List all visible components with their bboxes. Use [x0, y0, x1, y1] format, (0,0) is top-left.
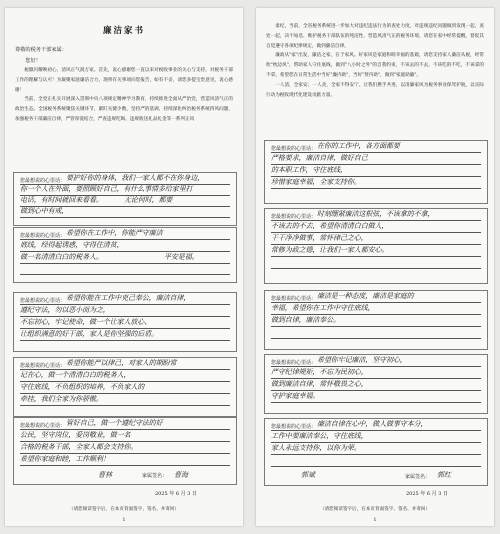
box-label: 您最想说的心里话：: [271, 296, 317, 302]
family-member-signature: 曹林: [98, 471, 112, 479]
handwritten-line: 的本职工作，守住底线，: [271, 166, 347, 174]
box-label: 您最想说的心里话：: [20, 178, 66, 184]
message-box: [264, 140, 488, 204]
handwritten-line: 做到心中有戒，: [20, 207, 69, 215]
signature-label: 家属签名：: [142, 473, 168, 479]
handwritten-line: 廉洁是一种态度，廉洁是家庭的: [317, 292, 414, 300]
message-box: [264, 418, 488, 486]
signature-label: 家属签名：: [405, 474, 431, 480]
body-paragraph: 廉政从"家"出发，廉洁之家，在于家风。好家风是家庭和睦幸福的基础，请您支持家人廉洁从税，经常吹"枕边风"，帮助家人守住底线，做到"八小时之外"的自我约束，不该去的不去，不该吃的不吃，不该拿的不拿。希望您在日常生活中当好"廉内助"，当好"贤内助"，做到"家庭助廉"。: [266, 53, 484, 78]
message-box: [264, 208, 488, 284]
signature: 郭红: [437, 471, 451, 479]
message-box: [264, 290, 488, 350]
handwritten-line: 常修为政之德，让我们一家人都安心。: [271, 246, 389, 254]
handwritten-line: 管好自己，做一个遵纪守法的好: [66, 419, 163, 427]
handwritten-line: 要护好你的身体，我们一家人都不在你身边，: [66, 174, 204, 182]
handwritten-line: 工作中要廉洁奉公，守住底线，: [271, 432, 368, 440]
message-box: [264, 354, 488, 414]
message-box: [13, 357, 237, 417]
handwritten-line: 做一名清清白白的税务人。: [20, 253, 103, 261]
handwritten-line: 做到廉洁自律，常怀敬畏之心，: [271, 380, 368, 388]
handwritten-line: 做到自律，廉洁奉公。: [271, 316, 340, 324]
handwritten-line: 电话，有时间就回来看看。: [20, 196, 103, 204]
body-paragraph: 肃纪，当前，全省税务系统进一步加大对违纪违法行为的查处力度，对违规违纪问题做到发现一起、查处一起，决不姑息，维护税务干部队伍的纯洁性，营造风清气正的税务环境，请您在家中经常提醒，督促其自觉遵守各项纪律规定，做到廉洁自律。: [266, 24, 484, 49]
handwritten-line: 遵纪守法，勿以恶小而为之，: [20, 306, 110, 314]
date: 2025 年 6 月 3 日: [155, 491, 198, 497]
handwritten-line: 让组织满意的好干部，家人是你坚强的后盾。: [20, 330, 158, 338]
body-paragraph: 税徽闪耀映初心，清风正气润万家。首先，衷心感谢您一直以来对税收事业的关心与支持，对税务干部工作的理解与认可！为凝聚家庭廉洁合力，现将有关事项向您报告，如有不妥，请您多提宝贵意见，衷心感谢！: [15, 68, 233, 93]
box-label: 您最想说的心里话：: [271, 146, 317, 152]
handwritten-line: 不忘初心，牢记使命，做一个让家人放心、: [20, 318, 152, 326]
page-number: 1: [373, 518, 377, 523]
box-label: 您最想说的心里话：: [271, 424, 317, 430]
handwritten-line: 在你的工作中，各方面都要: [317, 142, 400, 150]
greeting: 您好！: [25, 58, 41, 64]
handwritten-line: 珍惜家庭幸福，全家支持你。: [271, 178, 361, 186]
handwritten-line: 干干净净做事，常怀律己之心，: [271, 234, 368, 242]
body-paragraph: 当前，全党正扎实开展深入贯彻中央八项规定精神学习教育，持续推进全面从严治党，营造风清气正的政治生态。全国税务系统聚焦关键环节，紧盯关键少数，坚持严的基调，持续深化纠治税务系统四风问题，加强税务干部廉洁自律，严管厚爱结合，严查违规吃喝、违规收送礼品礼金等一系列正风: [15, 97, 233, 122]
handwritten-line: 时刻绷紧廉洁这根弦，不该拿的不拿，: [317, 210, 435, 218]
handwritten-line: 不该去的不去，希望你清清白白做人，: [271, 222, 389, 230]
box-label: 您最想说的心里话：: [271, 360, 317, 366]
footer-note: （请您阅读签字后，在本页背面签字、签名、并寄回）: [68, 507, 180, 512]
handwritten-line: 无论何时，都要: [124, 196, 173, 204]
message-box: [13, 292, 237, 352]
salutation: 尊敬的税务干部家属：: [15, 47, 67, 53]
handwritten-line: 你一个人在外面，要照顾好自己，有什么事情多给家里打: [20, 185, 193, 193]
box-label: 您最想说的心里话：: [20, 233, 66, 239]
handwritten-line: 记在心，做一个清清白白的税务人，: [20, 371, 131, 379]
footer-note: （请您阅读签字后，在本页背面签字、签名、并寄回）: [319, 507, 431, 512]
handwritten-line: 底线，经得起诱惑，守得住清贫，: [20, 241, 124, 249]
handwritten-line: 希望你能在工作中克己奉公，廉洁自律，: [66, 294, 191, 302]
message-box: [13, 172, 237, 226]
handwritten-line: 严守纪律规矩，不忘为民初心，: [271, 368, 368, 376]
box-label: 您最想说的心里话：: [20, 423, 66, 429]
body-paragraph: 一人清，全家安；一人贪，全家不得安宁。让我们携手共进，以清廉家风为税务事业保驾护航，以实际行动为税收现代化建设贡献力量。: [266, 82, 484, 98]
handwritten-line: 合格的税务干部，全家人都会支持你。: [20, 443, 138, 451]
family-member-signature: 郭斌: [301, 471, 315, 479]
page-number: 1: [122, 518, 126, 523]
handwritten-line: 幸福，希望你在工作中守住底线，: [271, 304, 375, 312]
message-box: [13, 227, 237, 283]
handwritten-line: 希望你能严以律己，对家人的期盼常: [66, 359, 177, 367]
letter-page-left: [5, 8, 243, 526]
page-title: 廉洁家书: [102, 26, 145, 36]
handwritten-line: 严格要求，廉洁自律，做好自己: [271, 154, 368, 162]
date: 2025 年 6 月 3 日: [406, 491, 449, 497]
box-label: 您最想说的心里话：: [20, 298, 66, 304]
handwritten-line: 平安是福。: [164, 253, 199, 261]
box-label: 您最想说的心里话：: [20, 363, 66, 369]
signature: 曹海: [174, 471, 188, 479]
handwritten-line: 守护家庭幸福。: [271, 392, 320, 400]
handwritten-line: 廉洁自律在心中，做人做事守本分，: [317, 420, 428, 428]
handwritten-line: 希望你牢记廉洁，坚守初心，: [317, 356, 407, 364]
handwritten-line: 希望你家庭和睦，工作顺利！: [20, 455, 110, 463]
handwritten-line: 家人永远支持你，以你为荣。: [271, 444, 361, 452]
handwritten-line: 希望你在工作中，你能严守廉洁: [66, 229, 163, 237]
message-box: [13, 417, 237, 485]
handwritten-line: 牵挂，我们全家为你骄傲。: [20, 395, 103, 403]
handwritten-line: 公民，坚守岗位，爱岗敬业，做一名: [20, 431, 131, 439]
handwritten-line: 守住底线，不负组织的培养，不负家人的: [20, 383, 145, 391]
letter-page-right: [256, 8, 494, 526]
box-label: 您最想说的心里话：: [271, 214, 317, 220]
